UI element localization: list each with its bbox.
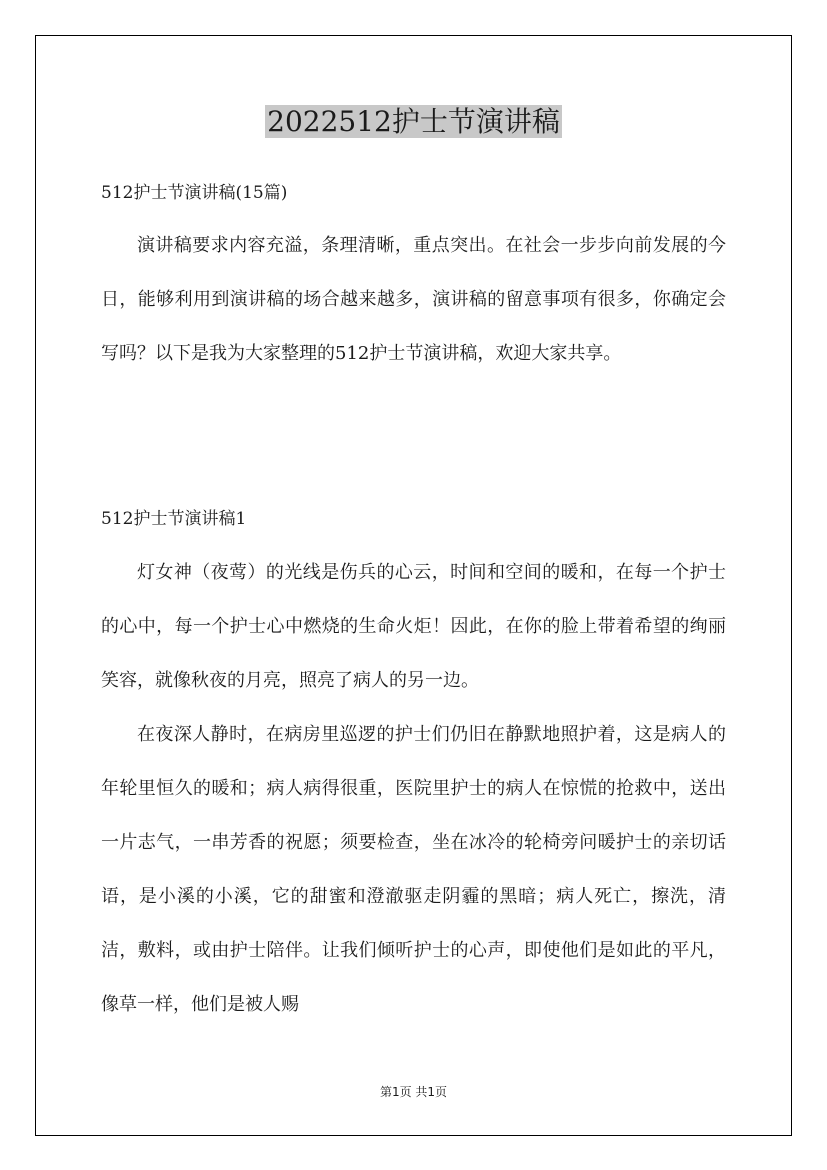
document-subtitle: 512护士节演讲稿(15篇) [101,183,288,203]
body-paragraph: 灯女神（夜莺）的光线是伤兵的心云，时间和空间的暖和，在每一个护士的心中，每一个护士心中燃烧的生命火炬！因此，在你的脸上带着希望的绚丽笑容，就像秋夜的月亮，照亮了病人的另一边。 [101,562,726,691]
document-title-text: 2022512护士节演讲稿 [267,105,560,138]
page-number-footer: 第1页 共1页 [379,1085,448,1099]
section-heading: 512护士节演讲稿1 [101,509,247,529]
document-title [0,100,827,144]
body-paragraph: 在夜深人静时，在病房里巡逻的护士们仍旧在静默地照护着，这是病人的年轮里恒久的暖和；病人病得很重，医院里护士的病人在惊慌的抢救中，送出一片志气，一串芳香的祝愿；须要检查，坐在冰冷的轮椅旁问暖护士的亲切话语，是小溪的小溪，它的甜蜜和澄澈驱走阴霾的黑暗；病人死亡，擦洗，清洁，敷料，或由护士陪伴。让我们倾听护士的心声，即使他们是如此的平凡，像草一样，他们是被人赐 [101,724,726,1015]
intro-paragraph: 演讲稿要求内容充溢，条理清晰，重点突出。在社会一步步向前发展的今日，能够利用到演讲稿的场合越来越多，演讲稿的留意事项有很多，你确定会写吗？以下是我为大家整理的512护士节演讲稿，欢迎大家共享。 [101,235,726,364]
